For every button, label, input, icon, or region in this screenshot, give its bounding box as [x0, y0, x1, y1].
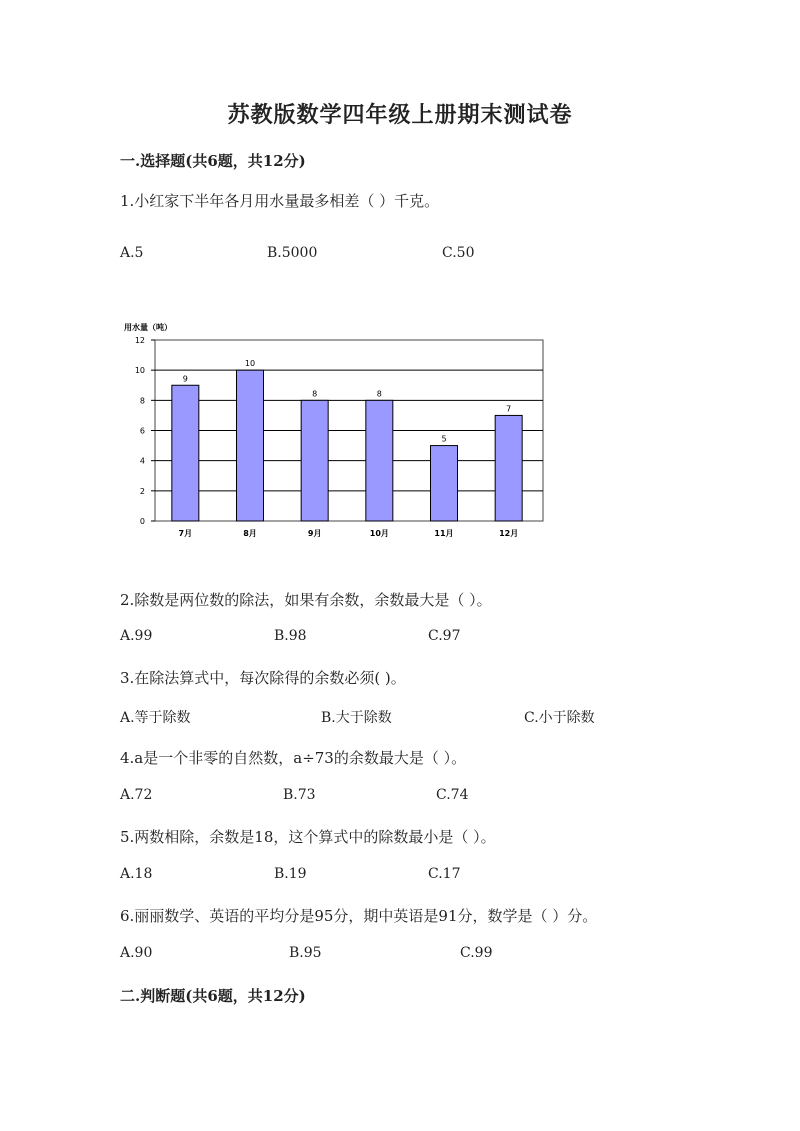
y-tick-label-8: 8: [139, 396, 145, 406]
x-tick-label-3: 9月: [307, 529, 322, 538]
q3-option-a[interactable]: A.等于除数: [120, 710, 191, 726]
q2-option-b[interactable]: B.98: [274, 628, 307, 644]
question-6: 6.丽丽数学、英语的平均分是95分，期中英语是91分，数学是（ ）分。: [120, 907, 598, 925]
y-tick-label-4: 4: [139, 456, 145, 466]
q5-option-b[interactable]: B.19: [274, 866, 307, 882]
y-tick-label-12: 12: [134, 336, 145, 345]
y-tick-label-0: 0: [139, 517, 145, 526]
bar-1: [172, 385, 199, 521]
x-tick-label-1: 7月: [178, 529, 193, 538]
bar-5: [431, 446, 458, 521]
bar-6: [495, 415, 522, 521]
q6-option-a[interactable]: A.90: [120, 945, 153, 961]
q2-option-a[interactable]: A.99: [120, 628, 153, 644]
y-tick-label-6: 6: [139, 426, 145, 436]
page-title: 苏教版数学四年级上册期末测试卷: [227, 102, 573, 128]
data-label-4: 8: [376, 389, 382, 399]
data-label-1: 9: [182, 374, 188, 384]
q3-option-c[interactable]: C.小于除数: [524, 710, 595, 726]
x-tick-label-5: 11月: [434, 529, 454, 538]
q1-option-b[interactable]: B.5000: [267, 245, 318, 261]
x-tick-label-4: 10月: [369, 529, 389, 538]
q6-option-c[interactable]: C.99: [460, 945, 493, 961]
question-5: 5.两数相除，余数是18，这个算式中的除数最小是（ ）。: [120, 828, 496, 846]
q5-option-a[interactable]: A.18: [120, 866, 153, 882]
data-label-6: 7: [506, 404, 512, 414]
section-heading-choice: 一.选择题(共6题，共12分): [120, 152, 306, 170]
section-heading-judgment: 二.判断题(共6题，共12分): [120, 987, 306, 1005]
q4-option-b[interactable]: B.73: [283, 787, 316, 803]
data-label-5: 5: [441, 434, 447, 444]
bar-2: [237, 370, 264, 521]
data-label-3: 8: [312, 389, 318, 399]
q2-option-c[interactable]: C.97: [428, 628, 461, 644]
q3-option-b[interactable]: B.大于除数: [321, 710, 392, 726]
question-3: 3.在除法算式中，每次除得的余数必须( )。: [120, 669, 406, 687]
data-label-2: 10: [244, 359, 256, 369]
q1-option-a[interactable]: A.5: [120, 245, 144, 261]
bar-4: [366, 400, 393, 521]
question-2: 2.除数是两位数的除法，如果有余数，余数最大是（ ）。: [120, 591, 492, 609]
bar-3: [301, 400, 328, 521]
q4-option-c[interactable]: C.74: [436, 787, 469, 803]
q4-option-a[interactable]: A.72: [120, 787, 153, 803]
question-4: 4.a是一个非零的自然数，a÷73的余数最大是（ ）。: [120, 749, 467, 767]
x-tick-label-6: 12月: [499, 529, 519, 538]
y-tick-label-2: 2: [139, 486, 145, 496]
y-tick-label-10: 10: [134, 366, 145, 376]
x-tick-label-2: 8月: [243, 529, 257, 538]
y-axis-label: 用水量（吨）: [124, 323, 172, 332]
question-1: 1.小红家下半年各月用水量最多相差（ ）千克。: [120, 192, 440, 210]
q1-option-c[interactable]: C.50: [442, 245, 475, 261]
water-usage-bar-chart: [120, 318, 560, 548]
q5-option-c[interactable]: C.17: [428, 866, 461, 882]
q6-option-b[interactable]: B.95: [289, 945, 322, 961]
